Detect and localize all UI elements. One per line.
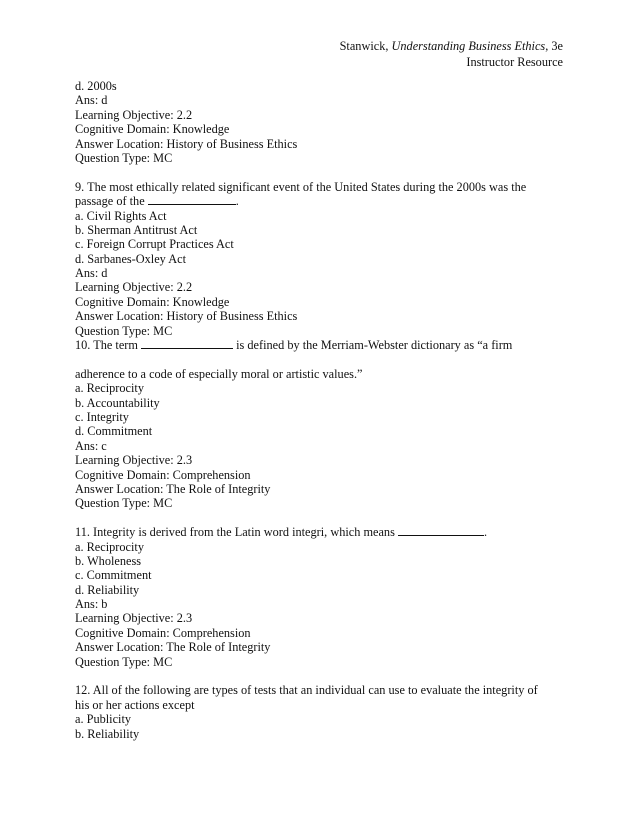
option-b: b. Reliability (75, 726, 140, 741)
header-citation (340, 39, 563, 55)
option-a: a. Civil Rights Act (75, 208, 167, 223)
option-a: a. Reciprocity (75, 381, 144, 396)
question-type: Question Type: MC (75, 654, 173, 669)
question-stem (75, 525, 565, 539)
spacer (75, 352, 565, 366)
document-body (75, 79, 565, 741)
stem-text-end: . (483, 525, 488, 540)
question-8-tail (75, 79, 565, 165)
option-c: c. Foreign Corrupt Practices Act (75, 237, 234, 252)
stem-text: 11. Integrity is derived from the Latin word integri, which means (75, 525, 398, 540)
stem-text-end: . (235, 194, 239, 209)
stem-text: 10. The term (75, 338, 142, 353)
answer: Ans: b (75, 597, 108, 612)
cognitive-domain: Cognitive Domain: Comprehension (75, 625, 251, 640)
question-stem-continued (75, 194, 565, 208)
header-book-title: Understanding Business Ethics (391, 39, 546, 53)
cognitive-domain: Cognitive Domain: Knowledge (75, 294, 230, 309)
header-author: Stanwick, (339, 39, 389, 53)
stem-text-end: is defined by the Merriam-Webster dictionary as “a firm (233, 338, 513, 353)
answer-location: Answer Location: History of Business Ethics (75, 309, 298, 324)
answer-blank (398, 525, 484, 536)
header-subtitle: Instructor Resource (466, 54, 563, 69)
option-d: d. Commitment (75, 424, 153, 439)
option-c: c. Commitment (75, 568, 152, 583)
cognitive-domain: Cognitive Domain: Knowledge (75, 122, 230, 137)
option-d: d. Reliability (75, 582, 140, 597)
answer-blank (141, 338, 233, 349)
question-type: Question Type: MC (75, 496, 173, 511)
question-12 (75, 683, 565, 741)
page-header (340, 39, 563, 70)
option-b: b. Sherman Antitrust Act (75, 222, 198, 237)
option-d: d. Sarbanes-Oxley Act (75, 251, 186, 266)
question-10 (75, 338, 565, 511)
question-stem-continued: his or her actions except (75, 697, 195, 712)
answer-location: Answer Location: The Role of Integrity (75, 640, 271, 655)
question-11 (75, 525, 565, 669)
header-edition: , 3e (545, 39, 563, 53)
question-type: Question Type: MC (75, 150, 173, 165)
spacer (75, 669, 565, 683)
question-stem (75, 338, 565, 352)
question-stem: 9. The most ethically related significant event of the United States during the 2000s was the (75, 179, 527, 194)
answer: Ans: c (75, 438, 107, 453)
learning-objective: Learning Objective: 2.3 (75, 611, 193, 626)
cognitive-domain: Cognitive Domain: Comprehension (75, 467, 251, 482)
question-9 (75, 180, 565, 338)
option-c: c. Integrity (75, 409, 129, 424)
option-a: a. Publicity (75, 712, 132, 727)
answer-location: Answer Location: The Role of Integrity (75, 481, 271, 496)
option-b: b. Wholeness (75, 553, 142, 568)
option-a: a. Reciprocity (75, 539, 144, 554)
answer-blank (148, 194, 236, 205)
learning-objective: Learning Objective: 2.2 (75, 280, 193, 295)
answer: Ans: d (75, 93, 108, 108)
answer-location: Answer Location: History of Business Ethics (75, 136, 298, 151)
question-stem-continued: adherence to a code of especially moral or artistic values.” (75, 366, 363, 381)
option-d: d. 2000s (75, 79, 117, 93)
stem-text: passage of the (75, 194, 148, 209)
learning-objective: Learning Objective: 2.2 (75, 107, 193, 122)
spacer (75, 511, 565, 525)
option-b: b. Accountability (75, 395, 160, 410)
learning-objective: Learning Objective: 2.3 (75, 453, 193, 468)
answer: Ans: d (75, 266, 108, 281)
question-stem: 12. All of the following are types of tests that an individual can use to evaluate the integrity of (75, 683, 538, 698)
question-type: Question Type: MC (75, 323, 173, 338)
spacer (75, 165, 565, 179)
